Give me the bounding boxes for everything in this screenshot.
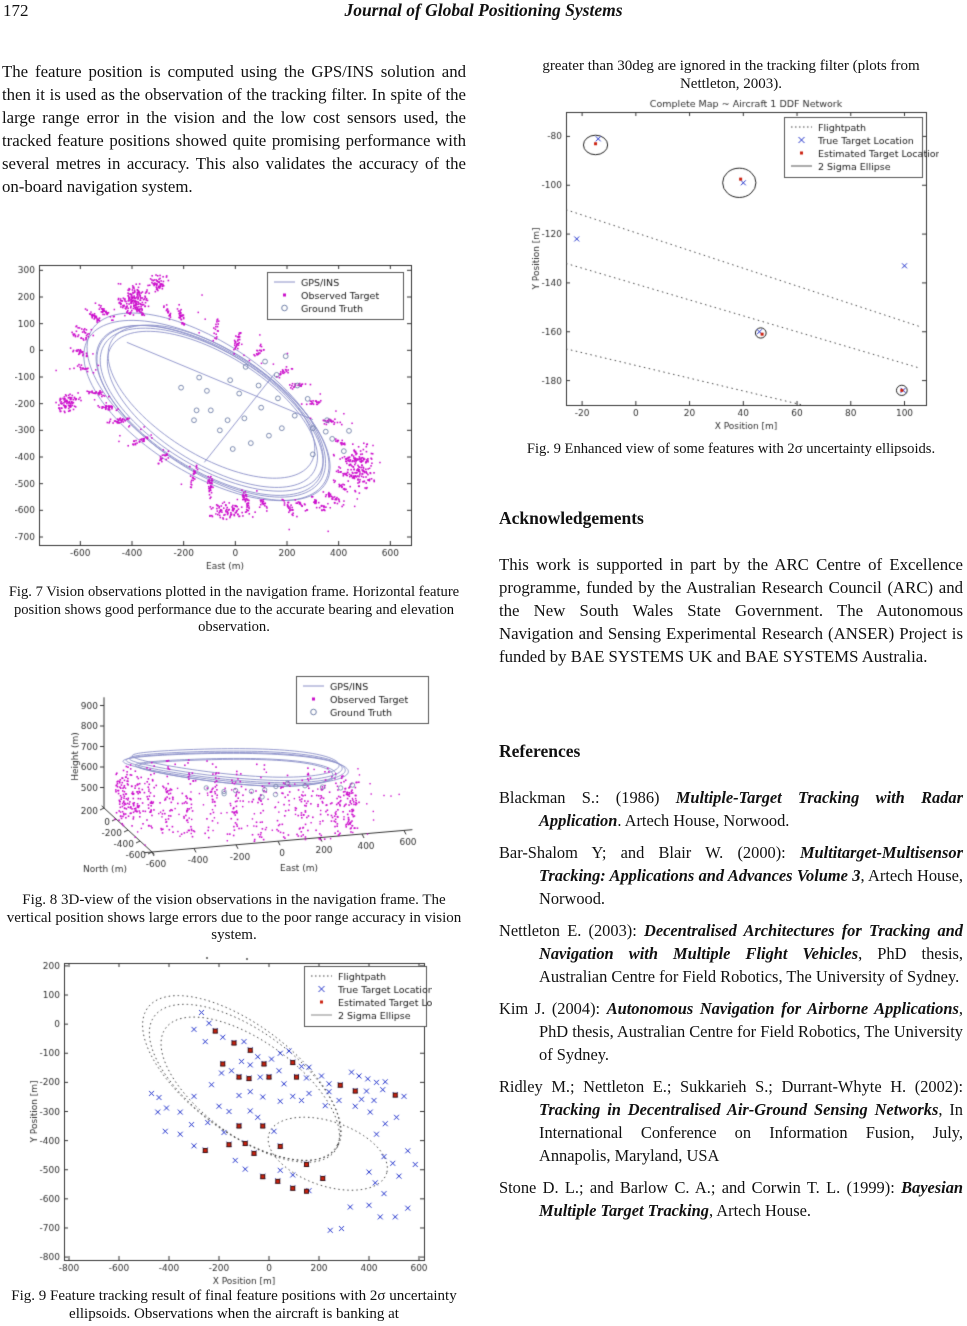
figure8-3d-view-plot (30, 672, 434, 890)
figure9-enhanced-caption: Fig. 9 Enhanced view of some features with 2σ uncertainty ellipsoids. (526, 441, 936, 457)
figure9-caption: Fig. 9 Feature tracking result of final feature positions with 2σ uncertainty ellipsoids. Observations when the aircraft is banking at (11, 1288, 457, 1322)
intro-paragraph: The feature position is computed using the GPS/INS solution and then it is used as the observation of the tracking filter. In spite of the large range error in the vision and the low cost sensors used, the tracked feature positions showed quite promising performance with several metres in accuracy. This also validates the accuracy of the on-board navigation system. (2, 62, 466, 196)
references-list (499, 786, 963, 1231)
figure9-feature-tracking-plot (8, 956, 432, 1286)
references-heading: References (499, 741, 581, 761)
page-number: 172 (3, 1, 29, 20)
reference-item: Stone D. L.; and Barlow C. A.; and Corwin T. L. (1999): Bayesian Multiple Target Tracking, Artech House. (499, 1178, 963, 1220)
reference-item: Nettleton E. (2003): Decentralised Architectures for Tracking and Navigation with Multiple Flight Vehicles, PhD thesis, Australian Centre for Field Robotics, The University of Sydney. (499, 921, 963, 986)
figure9-caption-continuation (499, 58, 963, 93)
caption-line2: Nettleton, 2003). (679, 75, 783, 92)
acknowledgements-heading: Acknowledgements (499, 508, 644, 528)
reference-item: Blackman S.: (1986) Multiple-Target Tracking with Radar Application. Artech House, Norwood. (499, 788, 963, 830)
figure7-caption: Fig. 7 Vision observations plotted in the navigation frame. Horizontal feature position shows good performance due to the accurate bearing and elevation observation. (8, 584, 460, 635)
acknowledgements-paragraph: This work is supported in part by the ARC Centre of Excellence programme, funded by the Australian Research Council (ARC) and the New South Wales State Government. The Autonomous Navigation and Sensing Experimental Research (ANSER) Project is funded by BAE SYSTEMS UK and BAE SYSTEMS Australia. (499, 555, 963, 666)
figure8-caption: Fig. 8 3D-view of the vision observations in the navigation frame. The vertical position shows large errors due to the poor range accuracy in vision system. (6, 892, 462, 943)
caption-line1: greater than 30deg are ignored in the tracking filter (plots from (542, 58, 920, 74)
journal-title: Journal of Global Positioning Systems (344, 0, 623, 20)
reference-item: Bar-Shalom Y; and Blair W. (2000): Multitarget-Multisensor Tracking: Applications and Advances Volume 3, Artech House, Norwood. (499, 843, 963, 908)
reference-item: Ridley M.; Nettleton E.; Sukkarieh S.; Durrant-Whyte H. (2002): Tracking in Decentralised Air-Ground Sensing Networks, In International Conference on Information Fusion, July, Annapolis, Maryland, USA (499, 1077, 963, 1165)
figure7-vision-observations-plot (15, 260, 415, 582)
reference-item: Kim J. (2004): Autonomous Navigation for Airborne Applications, PhD thesis, Australian Centre for Field Robotics, The University of Sydney. (499, 999, 963, 1064)
figure9-enhanced-view-plot (529, 98, 939, 438)
